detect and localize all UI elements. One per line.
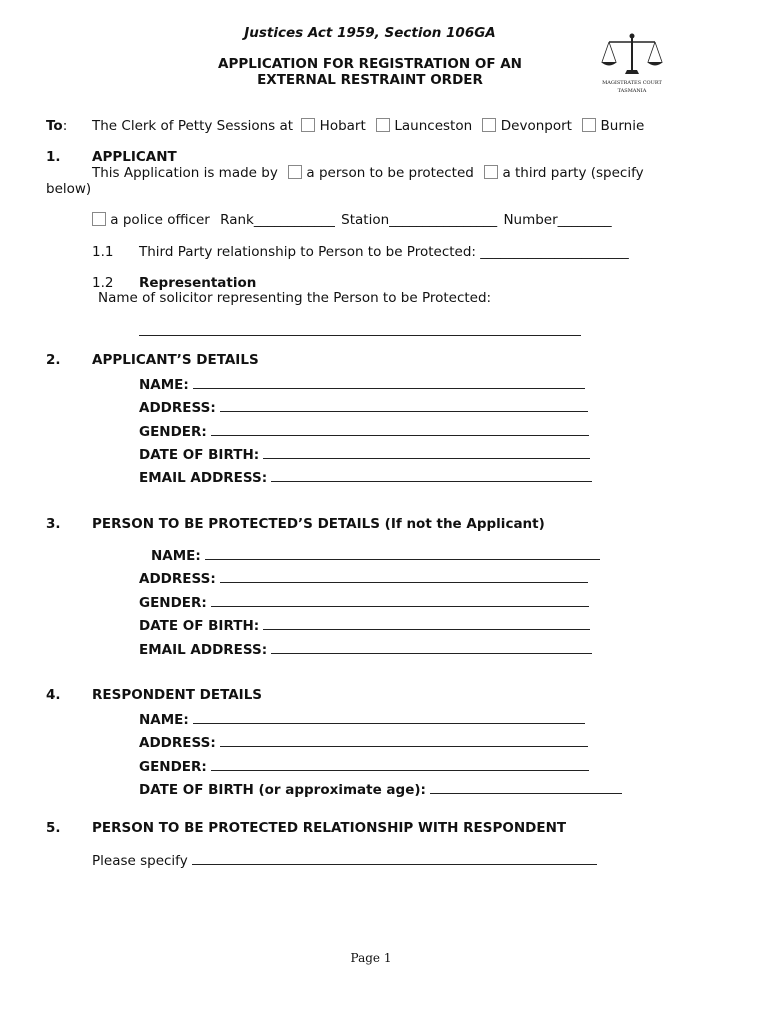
page-number: Page 1 — [350, 951, 392, 965]
respondent-gender-row — [139, 758, 589, 775]
respondent-address-row — [139, 734, 588, 751]
made-by-text: This Application is made by — [92, 165, 278, 181]
protected-address-label: ADDRESS: — [139, 571, 216, 587]
section1-number: 1. — [46, 149, 61, 165]
protected-address-row — [139, 570, 588, 587]
act-reference: Justices Act 1959, Section 106GA — [244, 25, 496, 41]
option-devonport: Devonport — [500, 118, 572, 134]
section2-heading: APPLICANT’S DETAILS — [92, 352, 259, 368]
station-field[interactable]: Station________________ — [341, 212, 498, 228]
respondent-dob-field[interactable] — [430, 781, 622, 794]
protected-email-row — [139, 641, 592, 658]
respondent-gender-label: GENDER: — [139, 759, 207, 775]
protected-name-field[interactable] — [205, 547, 600, 560]
relationship-row — [92, 852, 597, 869]
checkbox-police-officer[interactable] — [92, 212, 106, 226]
section1-heading: APPLICANT — [92, 149, 177, 165]
applicant-address-field[interactable] — [220, 399, 588, 412]
to-colon: : — [62, 118, 68, 134]
protected-gender-label: GENDER: — [139, 595, 207, 611]
protected-gender-field[interactable] — [211, 594, 589, 607]
option-person-protected: a person to be protected — [306, 165, 474, 181]
section5-heading: PERSON TO BE PROTECTED RELATIONSHIP WITH RESPONDENT — [92, 820, 567, 836]
respondent-address-label: ADDRESS: — [139, 735, 216, 751]
relationship-field[interactable] — [192, 852, 597, 865]
rank-field[interactable]: Rank____________ — [220, 212, 335, 228]
subsection-1-2-number: 1.2 — [92, 275, 114, 291]
applicant-made-by-row — [92, 165, 644, 181]
applicant-email-row — [139, 469, 592, 486]
representation-heading: Representation — [139, 275, 257, 291]
section4-number: 4. — [46, 687, 61, 703]
option-police-officer: a police officer — [110, 212, 210, 228]
respondent-address-field[interactable] — [220, 734, 588, 747]
checkbox-third-party[interactable] — [484, 165, 498, 179]
respondent-name-field[interactable] — [193, 711, 585, 724]
respondent-name-label: NAME: — [139, 712, 189, 728]
protected-gender-row — [139, 594, 589, 611]
respondent-dob-label: DATE OF BIRTH (or approximate age): — [139, 782, 426, 798]
respondent-dob-row — [139, 781, 622, 798]
applicant-email-label: EMAIL ADDRESS: — [139, 470, 268, 486]
logo-text-line2: TASMANIA — [617, 88, 647, 94]
section3-heading: PERSON TO BE PROTECTED’S DETAILS (If not the Applicant) — [92, 516, 545, 532]
logo-text-line1: MAGISTRATES COURT — [602, 80, 662, 86]
applicant-dob-label: DATE OF BIRTH: — [139, 447, 260, 463]
court-scales-logo — [597, 32, 667, 96]
protected-dob-label: DATE OF BIRTH: — [139, 618, 260, 634]
third-party-relationship-field[interactable]: Third Party relationship to Person to be Protected: ______________________ — [139, 244, 629, 260]
respondent-gender-field[interactable] — [211, 758, 589, 771]
form-title-line2: EXTERNAL RESTRAINT ORDER — [257, 72, 483, 88]
applicant-gender-row — [139, 423, 589, 440]
solicitor-name-field[interactable] — [139, 323, 581, 336]
respondent-name-row — [139, 711, 585, 728]
protected-email-field[interactable] — [271, 641, 592, 654]
form-title-line1: APPLICATION FOR REGISTRATION OF AN — [218, 56, 522, 72]
protected-email-label: EMAIL ADDRESS: — [139, 642, 268, 658]
option-launceston: Launceston — [394, 118, 473, 134]
checkbox-person-protected[interactable] — [288, 165, 302, 179]
applicant-address-label: ADDRESS: — [139, 400, 216, 416]
solicitor-label: Name of solicitor representing the Person to be Protected: — [98, 290, 492, 306]
applicant-gender-field[interactable] — [211, 423, 589, 436]
checkbox-hobart[interactable] — [301, 118, 315, 132]
applicant-name-field[interactable] — [193, 376, 585, 389]
applicant-name-label: NAME: — [139, 377, 189, 393]
to-clerk-text: The Clerk of Petty Sessions at — [92, 118, 294, 134]
option-third-party: a third party (specify — [502, 165, 644, 181]
below-text: below) — [46, 181, 92, 197]
police-row — [92, 212, 612, 228]
section5-number: 5. — [46, 820, 61, 836]
number-field[interactable]: Number________ — [503, 212, 612, 228]
applicant-email-field[interactable] — [271, 469, 592, 482]
applicant-dob-field[interactable] — [263, 446, 590, 459]
please-specify-label: Please specify — [92, 853, 188, 869]
protected-name-label: NAME: — [151, 548, 201, 564]
checkbox-launceston[interactable] — [376, 118, 390, 132]
protected-dob-row — [139, 617, 590, 634]
option-hobart: Hobart — [319, 118, 366, 134]
section4-heading: RESPONDENT DETAILS — [92, 687, 263, 703]
option-burnie: Burnie — [600, 118, 645, 134]
protected-name-row — [151, 547, 600, 564]
applicant-gender-label: GENDER: — [139, 424, 207, 440]
subsection-1-1-number: 1.1 — [92, 244, 114, 260]
protected-dob-field[interactable] — [263, 617, 590, 630]
checkbox-burnie[interactable] — [582, 118, 596, 132]
section3-number: 3. — [46, 516, 61, 532]
to-row — [46, 118, 67, 134]
applicant-dob-row — [139, 446, 590, 463]
to-clerk-row — [92, 118, 644, 134]
section2-number: 2. — [46, 352, 61, 368]
applicant-name-row — [139, 376, 585, 393]
applicant-address-row — [139, 399, 588, 416]
checkbox-devonport[interactable] — [482, 118, 496, 132]
protected-address-field[interactable] — [220, 570, 588, 583]
to-label: To — [46, 118, 63, 134]
